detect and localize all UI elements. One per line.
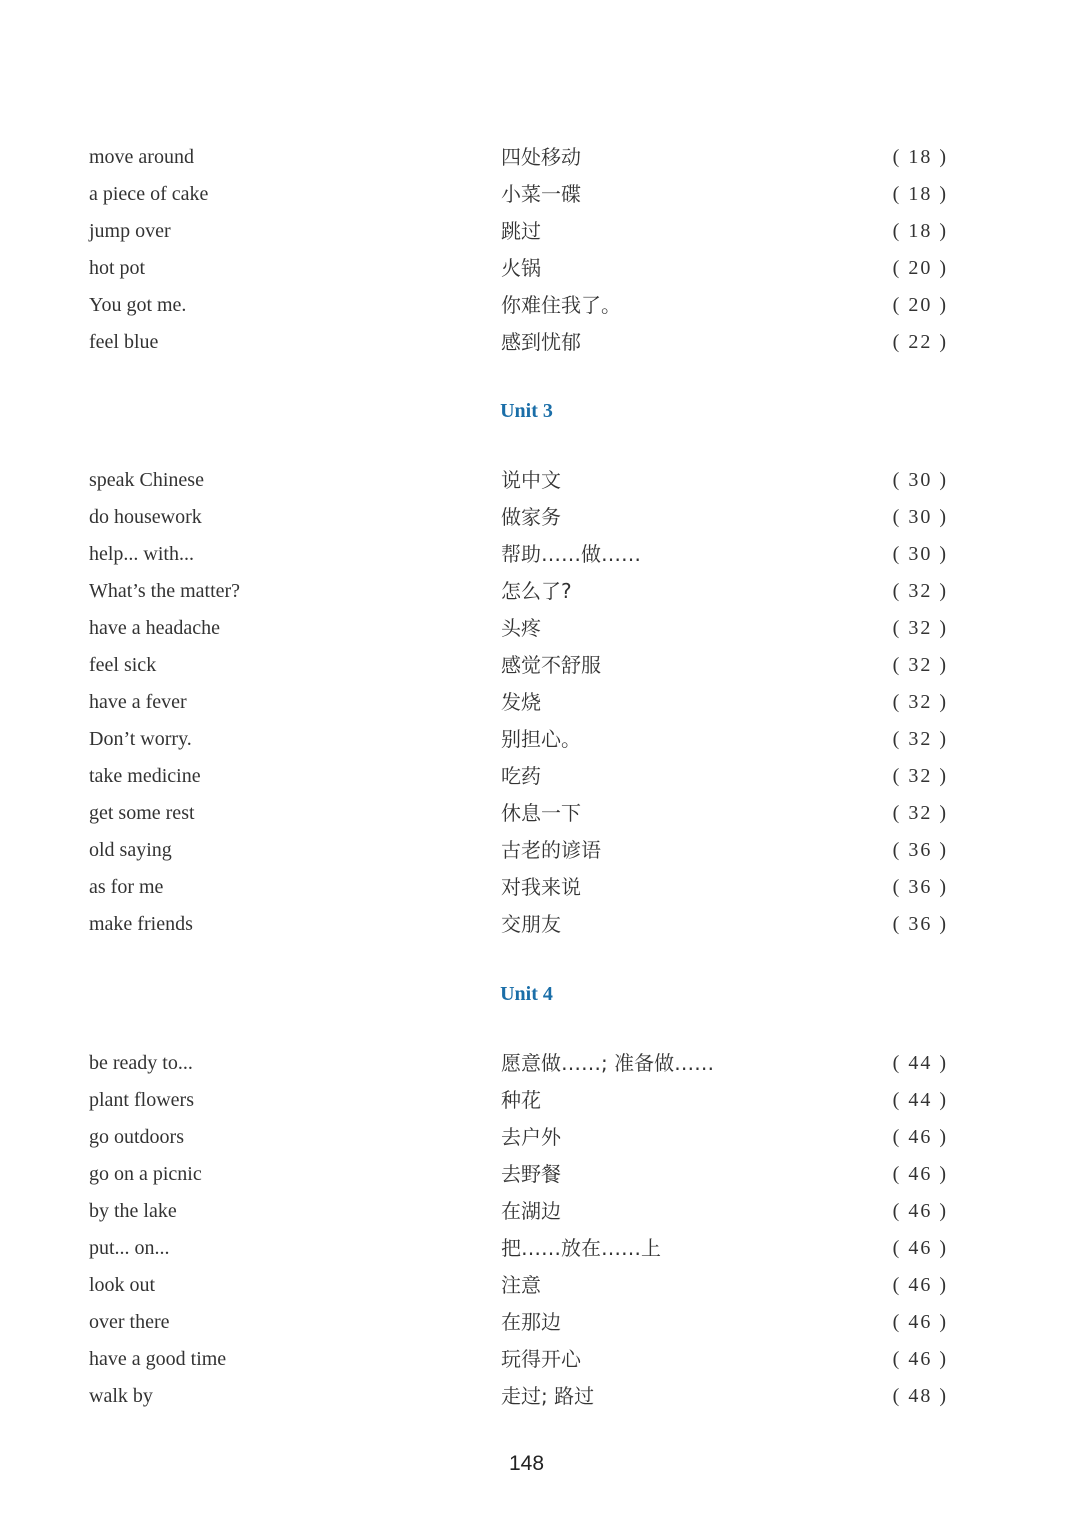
chinese-meaning: 去户外 [501, 1125, 561, 1149]
vocab-row [0, 462, 1080, 499]
english-term: walk by [89, 1385, 153, 1407]
vocab-row [0, 250, 1080, 287]
page-reference: ( 46 ) [892, 1348, 948, 1370]
english-term: have a fever [89, 691, 187, 713]
english-term: speak Chinese [89, 469, 204, 491]
chinese-meaning: 四处移动 [501, 145, 581, 169]
chinese-meaning: 感到忧郁 [501, 330, 581, 354]
vocab-row [0, 213, 1080, 250]
english-term: feel blue [89, 331, 159, 353]
page-reference: ( 36 ) [892, 839, 948, 861]
page-reference: ( 36 ) [892, 913, 948, 935]
vocab-row [0, 795, 1080, 832]
page-reference: ( 20 ) [892, 294, 948, 316]
english-term: do housework [89, 506, 202, 528]
page-reference: ( 30 ) [892, 506, 948, 528]
chinese-meaning: 火锅 [501, 256, 541, 280]
chinese-meaning: 走过; 路过 [501, 1384, 595, 1408]
english-term: jump over [89, 220, 171, 242]
page-reference: ( 30 ) [892, 543, 948, 565]
chinese-meaning: 你难住我了。 [501, 293, 621, 317]
page-reference: ( 32 ) [892, 654, 948, 676]
chinese-meaning: 小菜一碟 [501, 182, 581, 206]
page-number: 148 [508, 1452, 545, 1475]
page-reference: ( 18 ) [892, 220, 948, 242]
vocab-row [0, 139, 1080, 176]
vocab-row [0, 869, 1080, 906]
english-term: go on a picnic [89, 1163, 202, 1185]
page-reference: ( 46 ) [892, 1126, 948, 1148]
page-reference: ( 22 ) [892, 331, 948, 353]
vocab-row [0, 1230, 1080, 1267]
page-reference: ( 18 ) [892, 146, 948, 168]
vocab-section-unit-3 [0, 462, 1080, 943]
page-reference: ( 32 ) [892, 728, 948, 750]
english-term: feel sick [89, 654, 157, 676]
english-term: be ready to... [89, 1052, 193, 1074]
chinese-meaning: 跳过 [501, 219, 541, 243]
english-term: look out [89, 1274, 156, 1296]
page-reference: ( 32 ) [892, 580, 948, 602]
vocab-row [0, 1378, 1080, 1415]
page-reference: ( 36 ) [892, 876, 948, 898]
english-term: by the lake [89, 1200, 177, 1222]
english-term: a piece of cake [89, 183, 209, 205]
vocab-row [0, 1082, 1080, 1119]
page-reference: ( 48 ) [892, 1385, 948, 1407]
chinese-meaning: 休息一下 [501, 801, 581, 825]
chinese-meaning: 对我来说 [501, 875, 581, 899]
page-reference: ( 46 ) [892, 1274, 948, 1296]
vocab-row [0, 1045, 1080, 1082]
vocab-row [0, 684, 1080, 721]
vocab-row [0, 536, 1080, 573]
vocab-section-continued [0, 139, 1080, 361]
vocab-row [0, 1119, 1080, 1156]
english-term: hot pot [89, 257, 146, 279]
vocab-row [0, 832, 1080, 869]
page-reference: ( 46 ) [892, 1311, 948, 1333]
chinese-meaning: 在那边 [501, 1310, 561, 1334]
chinese-meaning: 在湖边 [501, 1199, 561, 1223]
chinese-meaning: 去野餐 [501, 1162, 561, 1186]
english-term: have a good time [89, 1348, 227, 1370]
english-term: over there [89, 1311, 170, 1333]
english-term: get some rest [89, 802, 195, 824]
page-reference: ( 46 ) [892, 1200, 948, 1222]
vocab-row [0, 647, 1080, 684]
page-reference: ( 32 ) [892, 802, 948, 824]
page-reference: ( 46 ) [892, 1237, 948, 1259]
vocab-row [0, 499, 1080, 536]
chinese-meaning: 别担心。 [501, 727, 581, 751]
vocab-row [0, 610, 1080, 647]
vocab-row [0, 758, 1080, 795]
chinese-meaning: 发烧 [501, 690, 541, 714]
unit-heading: Unit 3 [500, 400, 553, 422]
english-term: as for me [89, 876, 164, 898]
vocab-row [0, 1341, 1080, 1378]
page-reference: ( 32 ) [892, 765, 948, 787]
chinese-meaning: 头疼 [501, 616, 541, 640]
chinese-meaning: 注意 [501, 1273, 541, 1297]
chinese-meaning: 交朋友 [501, 912, 561, 936]
page-reference: ( 30 ) [892, 469, 948, 491]
chinese-meaning: 愿意做……; 准备做…… [501, 1051, 715, 1075]
page-reference: ( 20 ) [892, 257, 948, 279]
chinese-meaning: 玩得开心 [501, 1347, 581, 1371]
english-term: help... with... [89, 543, 194, 565]
page-reference: ( 32 ) [892, 691, 948, 713]
english-term: take medicine [89, 765, 201, 787]
english-term: make friends [89, 913, 193, 935]
unit-heading: Unit 4 [500, 983, 553, 1005]
vocab-row [0, 721, 1080, 758]
chinese-meaning: 说中文 [501, 468, 561, 492]
page-reference: ( 18 ) [892, 183, 948, 205]
vocab-row [0, 573, 1080, 610]
chinese-meaning: 吃药 [501, 764, 541, 788]
english-term: put... on... [89, 1237, 170, 1259]
chinese-meaning: 种花 [501, 1088, 541, 1112]
chinese-meaning: 古老的谚语 [501, 838, 601, 862]
english-term: Don’t worry. [89, 728, 192, 750]
page-reference: ( 32 ) [892, 617, 948, 639]
page-reference: ( 46 ) [892, 1163, 948, 1185]
english-term: What’s the matter? [89, 580, 241, 602]
english-term: go outdoors [89, 1126, 184, 1148]
chinese-meaning: 做家务 [501, 505, 561, 529]
english-term: old saying [89, 839, 172, 861]
english-term: plant flowers [89, 1089, 194, 1111]
english-term: move around [89, 146, 194, 168]
vocab-section-unit-4 [0, 1045, 1080, 1415]
chinese-meaning: 怎么了? [501, 579, 572, 603]
vocab-row [0, 1304, 1080, 1341]
vocab-row [0, 287, 1080, 324]
chinese-meaning: 帮助……做…… [501, 542, 641, 566]
vocab-row [0, 1193, 1080, 1230]
vocab-row [0, 906, 1080, 943]
chinese-meaning: 感觉不舒服 [501, 653, 601, 677]
page-reference: ( 44 ) [892, 1052, 948, 1074]
chinese-meaning: 把……放在……上 [501, 1236, 661, 1260]
page-reference: ( 44 ) [892, 1089, 948, 1111]
english-term: have a headache [89, 617, 221, 639]
vocab-row [0, 176, 1080, 213]
vocab-row [0, 324, 1080, 361]
vocab-row [0, 1267, 1080, 1304]
english-term: You got me. [89, 294, 187, 316]
vocab-row [0, 1156, 1080, 1193]
